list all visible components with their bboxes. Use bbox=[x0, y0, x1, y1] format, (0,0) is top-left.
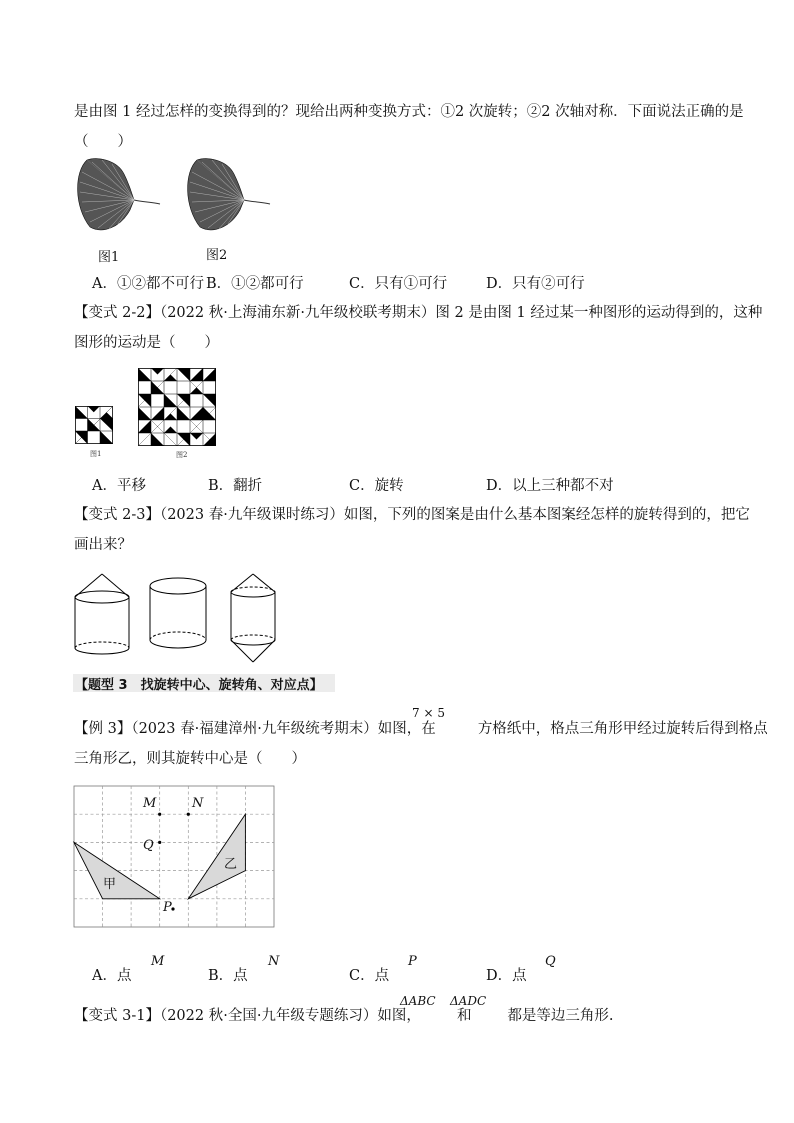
grid-size-formula: 7 × 5 bbox=[412, 706, 445, 720]
question-text-line: 【例 3】（2023 春·福建漳州·九年级统考期末）如图，在 方格纸中，格点三角形甲经过旋转后得到格点 bbox=[74, 721, 768, 737]
option-d[interactable]: D．以上三种都不对 bbox=[486, 478, 614, 494]
option-c[interactable]: C．只有①可行 bbox=[349, 276, 448, 292]
triangle-label-jia: 甲 bbox=[103, 877, 117, 892]
ginkgo-leaf-figure-1 bbox=[72, 152, 167, 237]
ginkgo-leaf-figure-2 bbox=[182, 152, 277, 237]
option-c[interactable]: C．旋转 bbox=[349, 478, 404, 494]
option-b[interactable]: B．点 bbox=[208, 968, 248, 984]
option-a[interactable]: A．①②都不可行 bbox=[92, 276, 204, 292]
answer-bracket: （ ） bbox=[74, 134, 132, 150]
figure-caption: 图2 bbox=[206, 248, 228, 263]
solid-shapes-figure bbox=[70, 570, 300, 670]
question-text-line: 画出来？ bbox=[74, 537, 132, 553]
tile-pattern-figure-2 bbox=[138, 368, 216, 446]
tile-pattern-figure-1 bbox=[75, 406, 113, 444]
option-b[interactable]: B．①②都可行 bbox=[206, 276, 304, 292]
triangle-label-yi: 乙 bbox=[224, 857, 238, 872]
option-c[interactable]: C．点 bbox=[349, 968, 390, 984]
figure-caption: 图1 bbox=[90, 450, 102, 458]
grid-rotation-figure bbox=[72, 784, 276, 930]
point-label-q: Q bbox=[143, 838, 154, 853]
question-text-line: 【变式 2-2】（2022 秋·上海浦东新·九年级校联考期末）图 2 是由图 1 经过某一种图形的运动得到的，这种 bbox=[74, 305, 763, 321]
section-heading: 【题型 3 找旋转中心、旋转角、对应点】 bbox=[73, 674, 335, 692]
question-text-line: 是由图 1 经过怎样的变换得到的？现给出两种变换方式：①2 次旋转；②2 次轴对称．下面说法正确的是 bbox=[74, 104, 744, 120]
option-b[interactable]: B．翻折 bbox=[208, 478, 263, 494]
question-text-line: 图形的运动是（ ） bbox=[74, 335, 219, 351]
option-d-variable: Q bbox=[545, 954, 556, 969]
option-b-variable: N bbox=[268, 954, 280, 969]
triangle-adc-label: ΔADC bbox=[450, 994, 487, 1008]
option-d[interactable]: D．只有②可行 bbox=[486, 276, 585, 292]
option-a[interactable]: A．平移 bbox=[92, 478, 146, 494]
triangle-abc-label: ΔABC bbox=[400, 994, 436, 1008]
option-d[interactable]: D．点 bbox=[486, 968, 527, 984]
question-text-line: 三角形乙，则其旋转中心是（ ） bbox=[74, 751, 306, 767]
figure-caption: 图2 bbox=[176, 451, 188, 459]
option-a-variable: M bbox=[151, 954, 165, 969]
point-label-m: M bbox=[143, 796, 157, 811]
point-label-n: N bbox=[192, 796, 204, 811]
question-text-line: 【变式 3-1】（2022 秋·全国·九年级专题练习）如图， 和 都是等边三角形. bbox=[74, 1008, 614, 1024]
point-label-p: P bbox=[163, 900, 172, 915]
option-a[interactable]: A．点 bbox=[92, 968, 132, 984]
question-text-line: 【变式 2-3】（2023 春·九年级课时练习）如图，下列的图案是由什么基本图案经怎样的旋转得到的，把它 bbox=[74, 507, 750, 523]
option-c-variable: P bbox=[408, 954, 417, 969]
figure-caption: 图1 bbox=[98, 250, 120, 265]
